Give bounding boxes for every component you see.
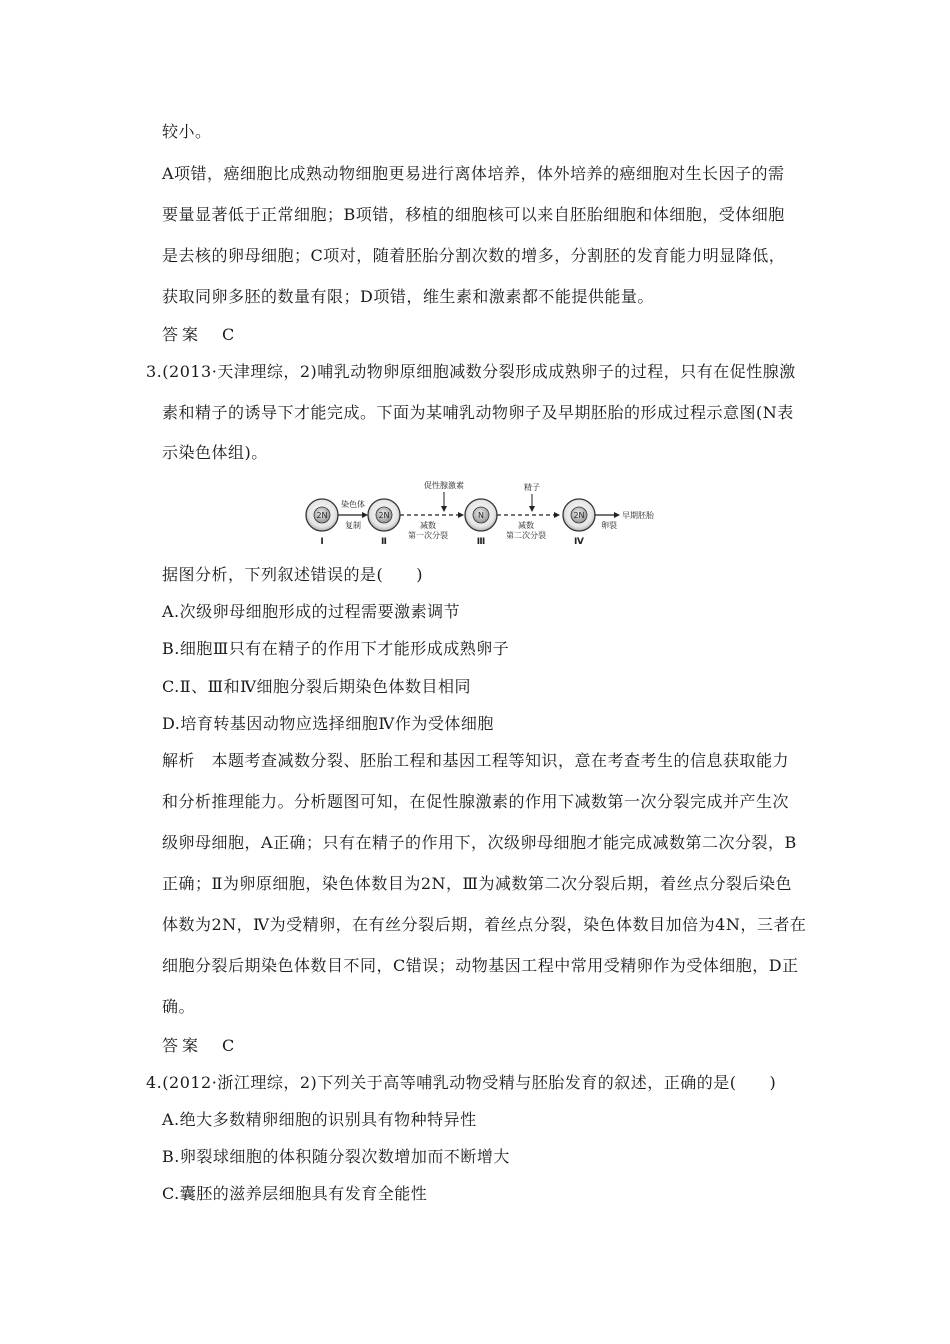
arrow-4-head (614, 512, 620, 518)
cell-2 (368, 499, 400, 547)
option-b: B.卵裂球细胞的体积随分裂次数增加而不断增大 (162, 1147, 510, 1166)
step1-top-label: 染色体 (341, 500, 365, 509)
text-line: 是去核的卵母细胞；C项对，随着胚胎分割次数的增多，分割胚的发育能力明显降低， (162, 246, 786, 265)
analysis-line: 级卵母细胞，A正确；只有在精子的作用下，次级卵母细胞才能完成减数第二次分裂，B (162, 833, 797, 852)
early-embryo-label: 早期胚胎 (622, 511, 654, 520)
question-stem: 4.(2012·浙江理综，2)下列关于高等哺乳动物受精与胚胎发育的叙述，正确的是( ) (146, 1073, 777, 1092)
cell-2-nucleus-label: 2N (378, 511, 390, 520)
cell-2-label: Ⅱ (381, 537, 387, 547)
analysis-line: 解析 本题考查减数分裂、胚胎工程和基因工程等知识，意在考查考生的信息获取能力 (162, 751, 790, 770)
analysis-line: 体数为2N，Ⅳ为受精卵，在有丝分裂后期，着丝点分裂，染色体数目加倍为4N，三者在 (162, 915, 807, 934)
text-line: A项错，癌细胞比成熟动物细胞更易进行离体培养，体外培养的癌细胞对生长因子的需 (162, 164, 785, 183)
cell-4-label: Ⅳ (574, 537, 584, 547)
question-stem: 3.(2013·天津理综，2)哺乳动物卵原细胞减数分裂形成成熟卵子的过程，只有在促性腺激 (146, 362, 796, 381)
step2-bottom-label: 第一次分裂 (408, 531, 448, 540)
option-d: D.培育转基因动物应选择细胞Ⅳ作为受体细胞 (162, 714, 494, 733)
text-line: 较小。 (162, 122, 212, 141)
analysis-line: 细胞分裂后期染色体数目不同，C错误；动物基因工程中常用受精卵作为受体细胞，D正 (162, 956, 799, 975)
option-c: C.囊胚的滋养层细胞具有发育全能性 (162, 1184, 428, 1203)
answer-line: 答案 C (162, 325, 239, 344)
cell-3 (465, 499, 497, 547)
step3-top-label: 减数 (518, 521, 534, 530)
text-line: 获取同卵多胚的数量有限；D项错，维生素和激素都不能提供能量。 (162, 287, 654, 306)
option-a: A.绝大多数精卵细胞的识别具有物种特异性 (162, 1110, 477, 1129)
option-b: B.细胞Ⅲ只有在精子的作用下才能形成成熟卵子 (162, 639, 510, 658)
cell-1-label: Ⅰ (320, 537, 324, 547)
step4-bottom-label: 卵裂 (601, 521, 617, 530)
analysis-line: 确。 (162, 997, 196, 1016)
step3-bottom-label: 第二次分裂 (506, 531, 546, 540)
oocyte-formation-diagram (300, 478, 700, 558)
arrow-3-head (554, 512, 560, 518)
analysis-line: 正确；Ⅱ为卵原细胞，染色体数目为2N，Ⅲ为减数第二次分裂后期，着丝点分裂后染色 (162, 874, 792, 893)
hormone-label: 促性腺激素 (424, 481, 464, 490)
cell-3-nucleus-label: N (478, 511, 484, 520)
question-prompt: 据图分析，下列叙述错误的是( ) (162, 565, 423, 584)
sperm-label: 精子 (524, 483, 540, 492)
text-line: 示染色体组)。 (162, 443, 268, 462)
option-c: C.Ⅱ、Ⅲ和Ⅳ细胞分裂后期染色体数目相同 (162, 677, 472, 696)
text-line: 素和精子的诱导下才能完成。下面为某哺乳动物卵子及早期胚胎的形成过程示意图(N表 (162, 403, 794, 422)
text-line: 要量显著低于正常细胞；B项错，移植的细胞核可以来自胚胎细胞和体细胞，受体细胞 (162, 205, 785, 224)
cell-4 (563, 499, 595, 547)
option-a: A.次级卵母细胞形成的过程需要激素调节 (162, 602, 461, 621)
analysis-line: 和分析推理能力。分析题图可知，在促性腺激素的作用下减数第一次分裂完成并产生次 (162, 792, 790, 811)
arrow-1-head (362, 512, 368, 518)
cell-1-nucleus-label: 2N (316, 511, 328, 520)
cell-1 (306, 499, 338, 547)
step1-bottom-label: 复制 (345, 521, 361, 530)
cell-3-label: Ⅲ (476, 537, 486, 547)
answer-line: 答案 C (162, 1036, 239, 1055)
cell-4-nucleus-label: 2N (573, 511, 585, 520)
step2-top-label: 减数 (420, 521, 436, 530)
arrow-2-head (458, 512, 464, 518)
